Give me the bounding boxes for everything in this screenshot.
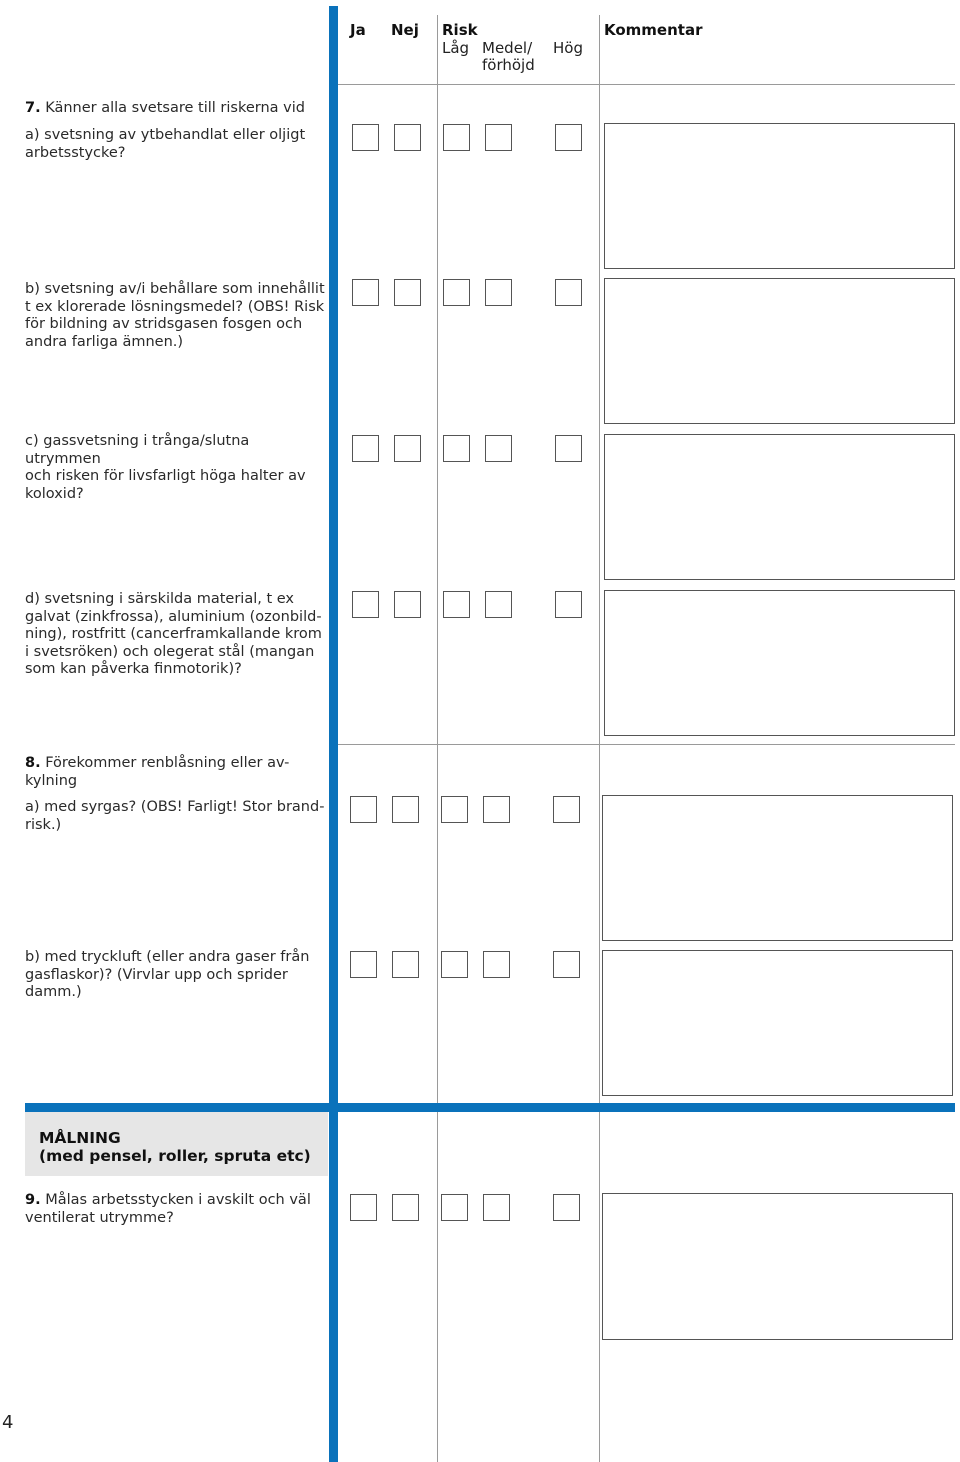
section-title: MÅLNING (med pensel, roller, spruta etc) [39, 1129, 311, 1165]
comment-box-8b[interactable] [602, 950, 953, 1096]
checkbox-risk-hog-8b[interactable] [553, 951, 580, 978]
checkbox-risk-lag-7b[interactable] [443, 279, 470, 306]
question-7b: b) svetsning av/i behållare som innehållit t ex klorerade lösningsmedel? (OBS! Risk för bildning av stridsgasen fosgen och andra farliga ämnen.) [25, 281, 325, 350]
question-7-title: 7. Känner alla svetsare till riskerna vid [25, 100, 305, 116]
checkbox-ja-7d[interactable] [352, 591, 379, 618]
header-forhojd: förhöjd [482, 56, 535, 74]
checkbox-risk-hog-7a[interactable] [555, 124, 582, 151]
question-7d: d) svetsning i särskilda material, t ex galvat (zinkfrossa), aluminium (ozonbild- ning), rostfritt (cancerframkallande krom i svetsröken) och olegerat stål (mangan som kan påverka finmotorik)? [25, 591, 322, 677]
checkbox-nej-7a[interactable] [394, 124, 421, 151]
checkbox-risk-lag-7a[interactable] [443, 124, 470, 151]
checkbox-risk-medel-7a[interactable] [485, 124, 512, 151]
comment-box-7a[interactable] [604, 123, 955, 269]
checkbox-nej-9[interactable] [392, 1194, 419, 1221]
section-divider-q8 [338, 744, 955, 745]
checkbox-risk-medel-7b[interactable] [485, 279, 512, 306]
comment-box-9[interactable] [602, 1193, 953, 1340]
checkbox-risk-medel-8a[interactable] [483, 796, 510, 823]
question-9: 9. Målas arbetsstycken i avskilt och väl ventilerat utrymme? [25, 1192, 311, 1226]
header-underline [338, 84, 955, 85]
comment-box-8a[interactable] [602, 795, 953, 941]
header-ja: Ja [350, 21, 366, 39]
blue-horizontal-bar [25, 1103, 955, 1112]
checkbox-risk-lag-9[interactable] [441, 1194, 468, 1221]
blue-vertical-bar [329, 6, 338, 1462]
question-8a: a) med syrgas? (OBS! Farligt! Stor brand- risk.) [25, 799, 325, 833]
question-8-title: 8. Förekommer renblåsning eller av- kylning [25, 755, 290, 789]
comment-box-7c[interactable] [604, 434, 955, 580]
checkbox-nej-7c[interactable] [394, 435, 421, 462]
checkbox-risk-lag-7d[interactable] [443, 591, 470, 618]
checkbox-ja-7a[interactable] [352, 124, 379, 151]
page-number: 4 [2, 1412, 14, 1433]
checkbox-nej-7d[interactable] [394, 591, 421, 618]
header-risk: Risk [442, 21, 478, 39]
question-7c: c) gassvetsning i trånga/slutna utrymmen och risken för livsfarligt höga halter av koloxid? [25, 433, 306, 502]
question-7a: a) svetsning av ytbehandlat eller oljigt arbetsstycke? [25, 127, 306, 161]
checkbox-risk-medel-8b[interactable] [483, 951, 510, 978]
checkbox-ja-9[interactable] [350, 1194, 377, 1221]
checkbox-risk-medel-7d[interactable] [485, 591, 512, 618]
checkbox-risk-hog-9[interactable] [553, 1194, 580, 1221]
header-nej: Nej [391, 21, 419, 39]
checkbox-nej-8a[interactable] [392, 796, 419, 823]
header-hog: Hög [553, 39, 583, 57]
checkbox-risk-hog-7b[interactable] [555, 279, 582, 306]
checkbox-risk-hog-7c[interactable] [555, 435, 582, 462]
checkbox-risk-medel-7c[interactable] [485, 435, 512, 462]
checkbox-ja-7b[interactable] [352, 279, 379, 306]
checkbox-nej-8b[interactable] [392, 951, 419, 978]
section-header-malning [25, 1112, 328, 1176]
checkbox-ja-8a[interactable] [350, 796, 377, 823]
comment-box-7d[interactable] [604, 590, 955, 736]
checkbox-risk-hog-8a[interactable] [553, 796, 580, 823]
checkbox-risk-lag-8b[interactable] [441, 951, 468, 978]
question-8b: b) med tryckluft (eller andra gaser från gasflaskor)? (Virvlar upp och sprider damm.) [25, 949, 310, 1000]
checkbox-ja-7c[interactable] [352, 435, 379, 462]
checkbox-risk-lag-8a[interactable] [441, 796, 468, 823]
column-divider-risk [437, 15, 438, 1462]
checkbox-risk-hog-7d[interactable] [555, 591, 582, 618]
header-lag: Låg [442, 39, 470, 57]
comment-box-7b[interactable] [604, 278, 955, 424]
checkbox-risk-medel-9[interactable] [483, 1194, 510, 1221]
header-kommentar: Kommentar [604, 21, 703, 39]
checkbox-ja-8b[interactable] [350, 951, 377, 978]
checkbox-nej-7b[interactable] [394, 279, 421, 306]
checkbox-risk-lag-7c[interactable] [443, 435, 470, 462]
column-divider-comment [599, 15, 600, 1462]
header-medel: Medel/ [482, 39, 533, 57]
